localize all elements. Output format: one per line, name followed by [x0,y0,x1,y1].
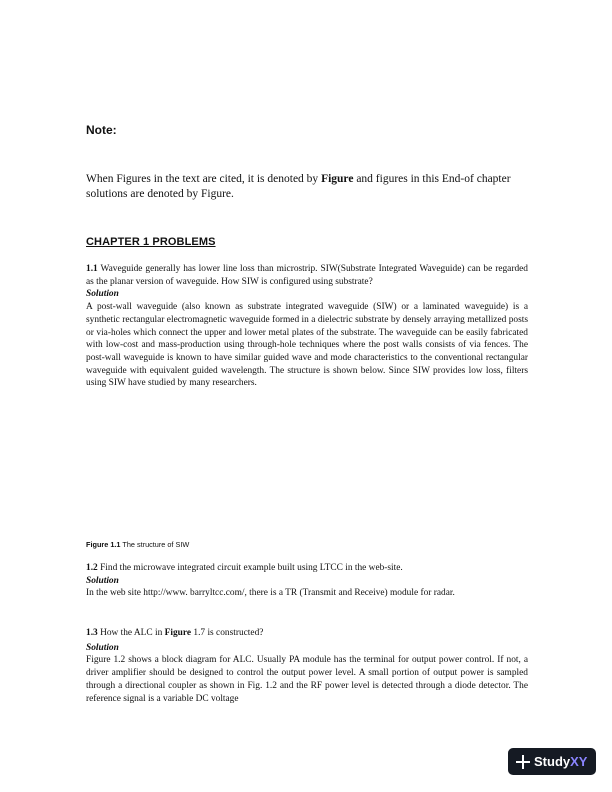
problem-1-1 [86,263,528,390]
problem-1-3-answer: Figure 1.2 shows a block diagram for ALC. Usually PA module has the terminal for output power control. If not, a driver amplifier should be designed to control the output power level. A small portion of output power is sampled through a directional coupler as shown in Fig. 1.2 and the RF power level is detected through a diode detector. The reference signal is a variable DC voltage [86,655,528,704]
problem-1-1-answer: A post-wall waveguide (also known as substrate integrated waveguide (SIW) or a laminated waveguide) is a synthetic rectangular electromagnetic waveguide formed in a dielectric substrate by densely arraying metallized posts or via-holes which connect the upper and lower metal plates of the substrate. The waveguide can be easily fabricated with low-cost and mass-production using through-hole techniques where the post walls consists of via fences. The post-wall waveguide is known to have similar guided wave and mode characteristics to the conventional rectangular waveguide with equivalent guided wavelength. The structure is shown below. Since SIW provides low loss, filters using SIW have studied by many researchers. [86,302,528,389]
problem-1-3-question-text-1: How the ALC in [97,628,165,638]
figure-caption-text: The structure of SIW [120,540,190,549]
intro-paragraph [86,172,526,202]
problem-1-1-question-text: Waveguide generally has lower line loss than microstrip. SIW(Substrate Integrated Waveguide) can be regarded as the planar version of waveguide. How SIW is configured using substrate? [86,264,528,287]
figure-1-1-caption [86,540,189,549]
problem-1-2-answer: In the web site http://www. barryltcc.com/, there is a TR (Transmit and Receive) module for radar. [86,588,455,599]
note-heading: Note: [86,123,117,137]
problem-1-2-question-text: Find the microwave integrated circuit example built using LTCC in the web-site. [97,563,403,573]
figure-caption-label: Figure 1.1 [86,540,121,549]
problem-1-3-question-bold: Figure [164,628,192,638]
problem-1-3-question-text-2: 1.7 is constructed? [191,628,264,638]
badge-prefix: Study [534,754,571,769]
problem-1-3-solution-label: Solution [86,642,119,653]
chapter-title: CHAPTER 1 PROBLEMS [86,236,216,248]
problem-1-3-number: 1.3 [86,628,98,638]
problem-1-1-question [86,263,528,288]
plus-icon [516,755,530,769]
badge-label [534,754,587,769]
intro-text-2: and figures in this End-of chapter solutions are denoted by Figure. [86,173,511,200]
problem-1-3 [86,627,528,705]
badge-accent: XY [570,754,588,769]
problem-1-3-question [86,627,528,640]
problem-1-2-solution-label: Solution [86,575,119,586]
intro-bold-figure: Figure [321,173,354,185]
problem-1-1-number: 1.1 [86,264,98,274]
problem-1-1-solution-label: Solution [86,289,119,300]
problem-1-2-question [86,562,528,575]
problem-1-2-number: 1.2 [86,563,98,573]
problem-1-2 [86,562,528,600]
studyxy-badge[interactable] [508,748,596,775]
intro-text-1: When Figures in the text are cited, it is denoted by [86,173,322,185]
